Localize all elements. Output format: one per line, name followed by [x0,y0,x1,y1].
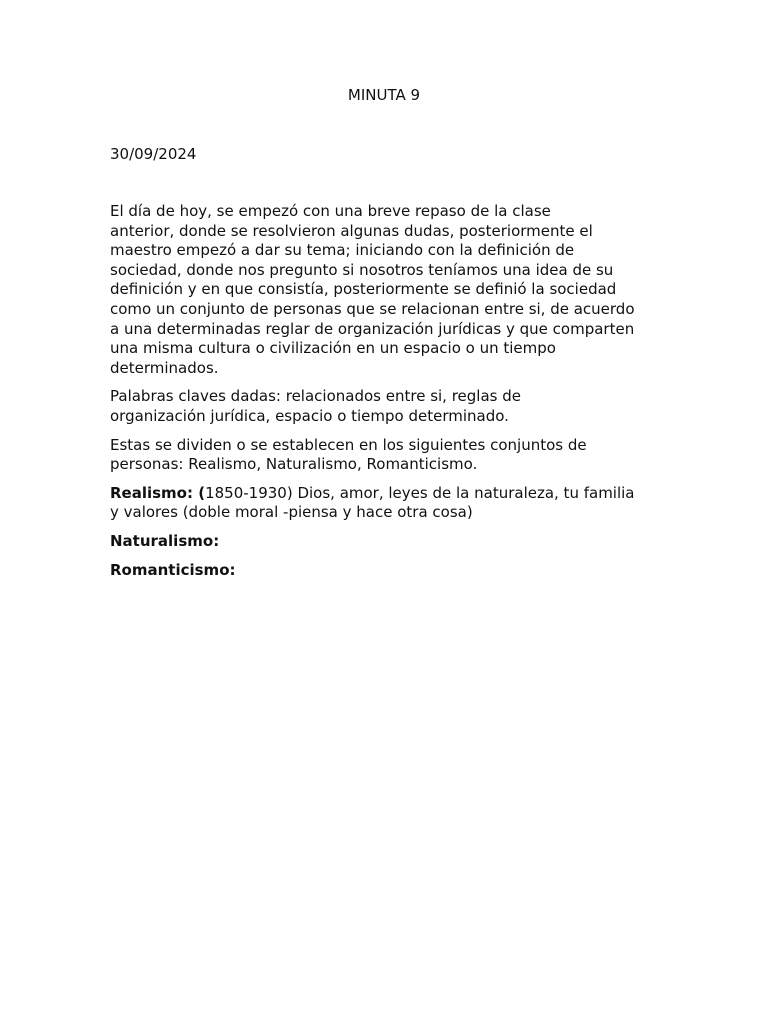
paragraph-realismo [110,484,670,523]
realismo-label: Realismo: ( [110,483,206,502]
document-title: MINUTA 9 [347,86,421,104]
paragraph-romanticismo [110,561,670,581]
paragraph-naturalismo [110,532,670,552]
document-body [110,202,670,589]
paragraph-keywords: Palabras claves dadas: relacionados entre si, reglas de organización jurídica, espacio o tiempo determinado. [110,387,521,425]
document-date: 30/09/2024 [110,145,197,163]
realismo-text: 1850-1930) Dios, amor, leyes de la naturaleza, tu familia y valores (doble moral -piensa y hace otra cosa) [110,483,635,522]
paragraph-society-definition: El día de hoy, se empezó con una breve repaso de la clase anterior, donde se resolvieron algunas dudas, posteriormente el maestro empezó a dar su tema; iniciando con la definición de sociedad, donde nos pregunto si nosotros teníamos una idea de su definición y en que consistía, posteriormente se definió la sociedad como un conjunto de personas que se relacionan entre si, de acuerdo a una determinadas reglar de organización jurídicas y que comparten una misma cultura o civilización en un espacio o un tiempo determinados. [110,202,635,377]
romanticismo-label: Romanticismo: [110,560,236,579]
paragraph-groups: Estas se dividen o se establecen en los siguientes conjuntos de personas: Realismo, Naturalismo, Romanticismo. [110,435,587,474]
naturalismo-label: Naturalismo: [110,531,220,550]
